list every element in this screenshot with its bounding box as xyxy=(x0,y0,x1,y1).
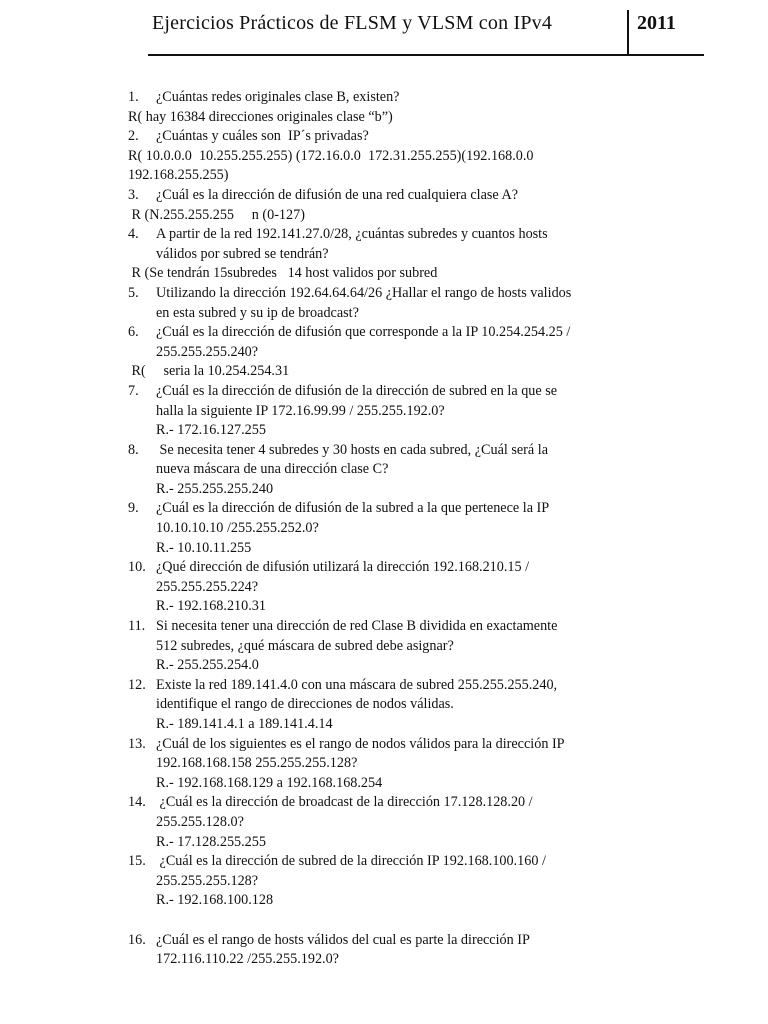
question-text: ¿Cuántas redes originales clase B, existen? xyxy=(156,89,400,105)
answer-line: 192.168.255.255) xyxy=(128,167,229,184)
question-text: Existe la red 189.141.4.0 con una máscara de subred 255.255.255.240, xyxy=(156,676,558,693)
question-line xyxy=(128,499,728,519)
question-line xyxy=(128,774,728,794)
question-number: 3. xyxy=(128,186,139,203)
question-line xyxy=(128,421,728,441)
question-line xyxy=(128,617,728,637)
question-text: halla la siguiente IP 172.16.99.99 / 255.255.192.0? xyxy=(156,402,445,419)
question-text: ¿Cuál es la dirección de broadcast de la dirección 17.128.128.20 / xyxy=(156,794,533,811)
question-line xyxy=(128,323,728,343)
question-line xyxy=(128,343,728,363)
question-text: 172.116.110.22 /255.255.192.0? xyxy=(156,951,339,968)
question-text: R.- 192.168.100.128 xyxy=(156,892,274,909)
question-text: R.- 192.168.168.129 a 192.168.168.254 xyxy=(156,774,383,791)
question-number: 9. xyxy=(128,500,139,517)
question-line xyxy=(128,225,728,245)
question-line xyxy=(128,813,728,833)
question-line xyxy=(128,480,728,500)
question-text: 192.168.168.158 255.255.255.128? xyxy=(156,755,358,772)
question-line xyxy=(128,519,728,539)
question-number: 7. xyxy=(128,382,139,399)
question-line xyxy=(128,833,728,853)
header-underline xyxy=(148,54,704,56)
question-number: 13. xyxy=(128,735,146,752)
question-line xyxy=(128,558,728,578)
answer-line: R( hay 16384 direcciones originales clase “b”) xyxy=(128,108,393,125)
question-line xyxy=(128,793,728,813)
question-text: 512 subredes, ¿qué máscara de subred debe asignar? xyxy=(156,637,454,654)
question-text: ¿Cuántas y cuáles son IP´s privadas? xyxy=(156,128,369,145)
question-number: 8. xyxy=(128,441,139,458)
question-text: R.- 255.255.255.240 xyxy=(156,480,274,497)
question-number: 6. xyxy=(128,324,139,341)
question-line xyxy=(128,441,728,461)
question-number: 1. xyxy=(128,89,139,105)
question-line xyxy=(128,284,728,304)
question-text: ¿Cuál es la dirección de subred de la dirección IP 192.168.100.160 / xyxy=(156,853,546,870)
question-number: 11. xyxy=(128,618,146,635)
question-line xyxy=(128,637,728,657)
question-text: 255.255.255.224? xyxy=(156,578,259,595)
question-text: ¿Qué dirección de difusión utilizará la dirección 192.168.210.15 / xyxy=(156,559,530,576)
question-text: ¿Cuál es la dirección de difusión de una red cualquiera clase A? xyxy=(156,186,519,203)
question-line xyxy=(128,754,728,774)
document-year: 2011 xyxy=(637,12,676,34)
question-line xyxy=(128,460,728,480)
question-number: 14. xyxy=(128,794,146,811)
question-text: ¿Cuál es la dirección de difusión que corresponde a la IP 10.254.254.25 / xyxy=(156,324,571,341)
question-number: 16. xyxy=(128,931,146,948)
answer-line: R (Se tendrán 15subredes 14 host validos por subred xyxy=(128,265,438,282)
question-text: Utilizando la dirección 192.64.64.64/26 ¿Hallar el rango de hosts validos xyxy=(156,284,572,301)
question-number: 2. xyxy=(128,128,139,145)
question-line xyxy=(128,891,728,911)
answer-line: R (N.255.255.255 n (0-127) xyxy=(128,206,305,223)
question-text: ¿Cuál de los siguientes es el rango de nodos válidos para la dirección IP xyxy=(156,735,565,752)
question-text: R.- 10.10.11.255 xyxy=(156,539,252,556)
question-text: R.- 17.128.255.255 xyxy=(156,833,266,850)
question-line xyxy=(128,597,728,617)
question-text: ¿Cuál es la dirección de difusión de la dirección de subred en la que se xyxy=(156,382,558,399)
question-line xyxy=(128,245,728,265)
question-line xyxy=(128,382,728,402)
question-text: A partir de la red 192.141.27.0/28, ¿cuántas subredes y cuantos hosts xyxy=(156,226,548,243)
header-divider xyxy=(627,10,629,56)
page-header xyxy=(0,0,768,58)
question-text: en esta subred y su ip de broadcast? xyxy=(156,304,359,321)
question-number: 10. xyxy=(128,559,146,576)
question-line xyxy=(128,402,728,422)
question-line xyxy=(128,695,728,715)
question-number: 4. xyxy=(128,226,139,243)
question-line xyxy=(128,735,728,755)
question-number: 15. xyxy=(128,853,146,870)
question-text: 255.255.255.240? xyxy=(156,343,259,360)
question-line xyxy=(128,578,728,598)
question-text: Se necesita tener 4 subredes y 30 hosts en cada subred, ¿Cuál será la xyxy=(156,441,548,458)
question-line xyxy=(128,715,728,735)
question-line xyxy=(128,88,728,108)
answer-line: R( seria la 10.254.254.31 xyxy=(128,363,290,380)
question-text: ¿Cuál es el rango de hosts válidos del cual es parte la dirección IP xyxy=(156,931,530,948)
question-text: ¿Cuál es la dirección de difusión de la subred a la que pertenece la IP xyxy=(156,500,550,517)
question-number: 12. xyxy=(128,676,146,693)
question-text: 255.255.128.0? xyxy=(156,813,244,830)
question-text: válidos por subred se tendrán? xyxy=(156,245,329,262)
question-line xyxy=(128,127,728,147)
question-line xyxy=(128,872,728,892)
question-line xyxy=(128,186,728,206)
question-text: Si necesita tener una dirección de red Clase B dividida en exactamente xyxy=(156,618,558,635)
question-number: 5. xyxy=(128,284,139,301)
question-text: 255.255.255.128? xyxy=(156,872,259,889)
question-line xyxy=(128,304,728,324)
answer-line: R( 10.0.0.0 10.255.255.255) (172.16.0.0 172.31.255.255)(192.168.0.0 xyxy=(128,147,534,164)
question-line xyxy=(128,656,728,676)
question-text: 10.10.10.10 /255.255.252.0? xyxy=(156,520,319,537)
blank-line xyxy=(128,911,728,931)
question-text: R.- 189.141.4.1 a 189.141.4.14 xyxy=(156,716,333,732)
question-text: R.- 172.16.127.255 xyxy=(156,422,266,439)
document-title: Ejercicios Prácticos de FLSM y VLSM con IPv4 xyxy=(152,12,553,34)
question-text: R.- 192.168.210.31 xyxy=(156,598,266,615)
question-line xyxy=(128,931,728,951)
question-line xyxy=(128,676,728,696)
question-line xyxy=(128,539,728,559)
question-text: nueva máscara de una dirección clase C? xyxy=(156,461,389,478)
exercise-list xyxy=(128,88,728,970)
question-text: R.- 255.255.254.0 xyxy=(156,657,259,674)
question-line xyxy=(128,852,728,872)
question-text: identifique el rango de direcciones de nodos válidas. xyxy=(156,696,454,713)
question-line xyxy=(128,950,728,970)
